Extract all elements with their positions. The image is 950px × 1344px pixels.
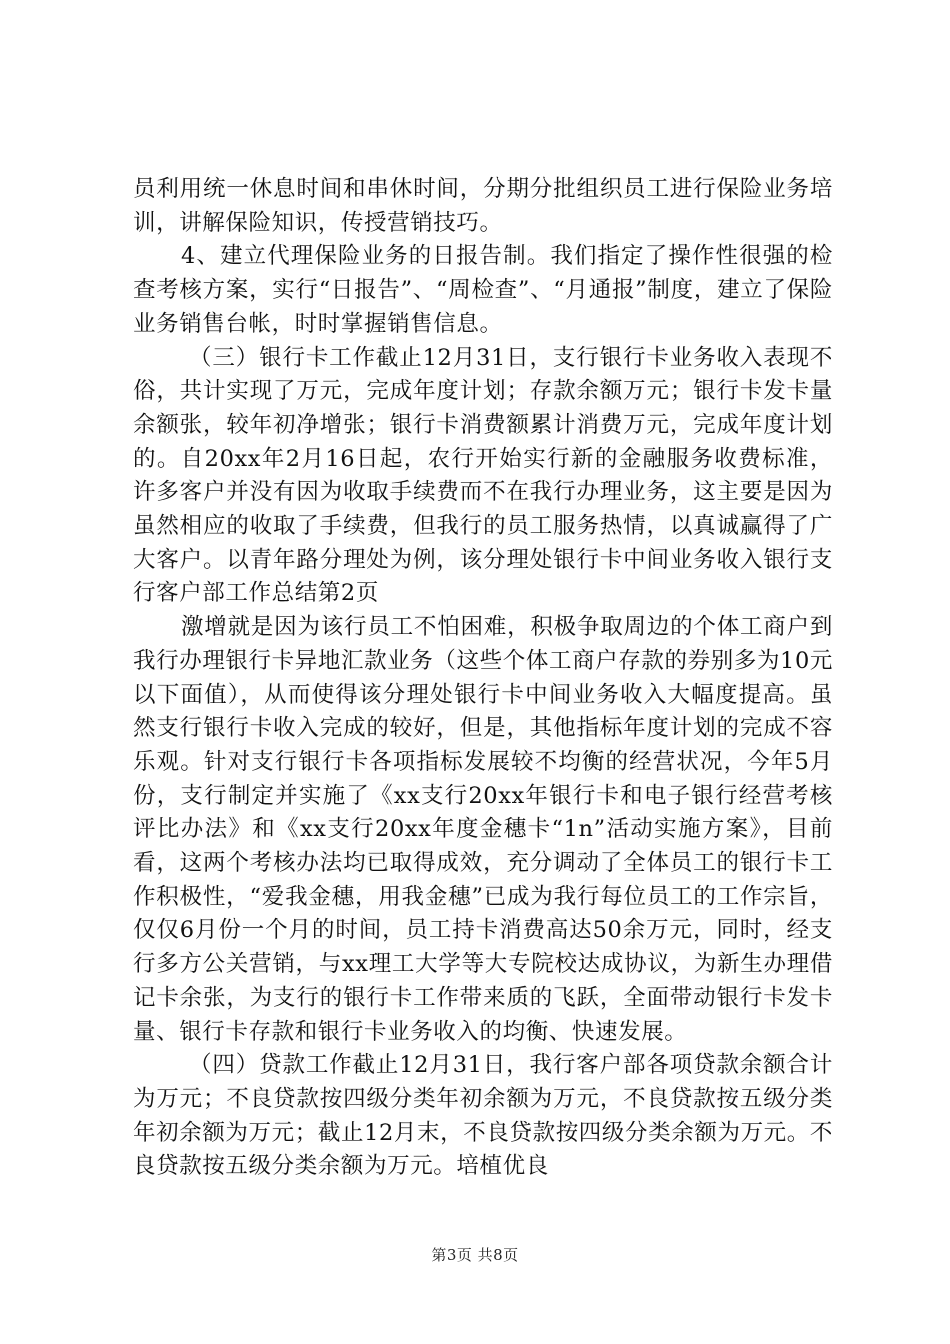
document-body bbox=[133, 173, 833, 1184]
paragraph-continuation: 员利用统一休息时间和串休时间，分期分批组织员工进行保险业务培训，讲解保险知识，传授营销技巧。 bbox=[133, 176, 833, 236]
paragraph-bank-card-growth: 激增就是因为该行员工不怕困难，积极争取周边的个体工商户到我行办理银行卡异地汇款业务（这些个体工商户存款的券别多为10元以下面值），从而使得该分理处银行卡中间业务收入大幅度提高。虽然支行银行卡收入完成的较好，但是，其他指标年度计划的完成不容乐观。针对支行银行卡各项指标发展较不均衡的经营状况，今年5月份，支行制定并实施了《xx支行20xx年银行卡和电子银行经营考核评比办法》和《xx支行20xx年度金穗卡“1n”活动实施方案》，目前看，这两个考核办法均已取得成效，充分调动了全体员工的银行卡工作积极性，“爱我金穗，用我金穗”已成为我行每位员工的工作宗旨，仅仅6月份一个月的时间，员工持卡消费高达50余万元，同时，经支行多方公关营销，与xx理工大学等大专院校达成协议，为新生办理借记卡余张，为支行的银行卡工作带来质的飞跃，全面带动银行卡发卡量、银行卡存款和银行卡业务收入的均衡、快速发展。 bbox=[133, 614, 833, 1045]
paragraph-loan-work: （四）贷款工作截止12月31日，我行客户部各项贷款余额合计为万元；不良贷款按四级分类年初余额为万元，不良贷款按五级分类年初余额为万元；截止12月末，不良贷款按四级分类余额为万元。不良贷款按五级分类余额为万元。培植优良 bbox=[133, 1052, 833, 1180]
page-number-footer: 第3页 共8页 bbox=[431, 1246, 519, 1264]
paragraph-insurance-daily-report: 4、建立代理保险业务的日报告制。我们指定了操作性很强的检查考核方案，实行“日报告”、“周检查”、“月通报”制度，建立了保险业务销售台帐，时时掌握销售信息。 bbox=[133, 243, 833, 337]
paragraph-bank-card-work: （三）银行卡工作截止12月31日，支行银行卡业务收入表现不俗，共计实现了万元，完成年度计划；存款余额万元；银行卡发卡量余额张，较年初净增张；银行卡消费额累计消费万元，完成年度计划的。自20xx年2月16日起，农行开始实行新的金融服务收费标准，许多客户并没有因为收取手续费而不在我行办理业务，这主要是因为虽然相应的收取了手续费，但我行的员工服务热情，以真诚赢得了广大客户。以青年路分理处为例，该分理处银行卡中间业务收入银行支行客户部工作总结第2页 bbox=[133, 344, 833, 607]
